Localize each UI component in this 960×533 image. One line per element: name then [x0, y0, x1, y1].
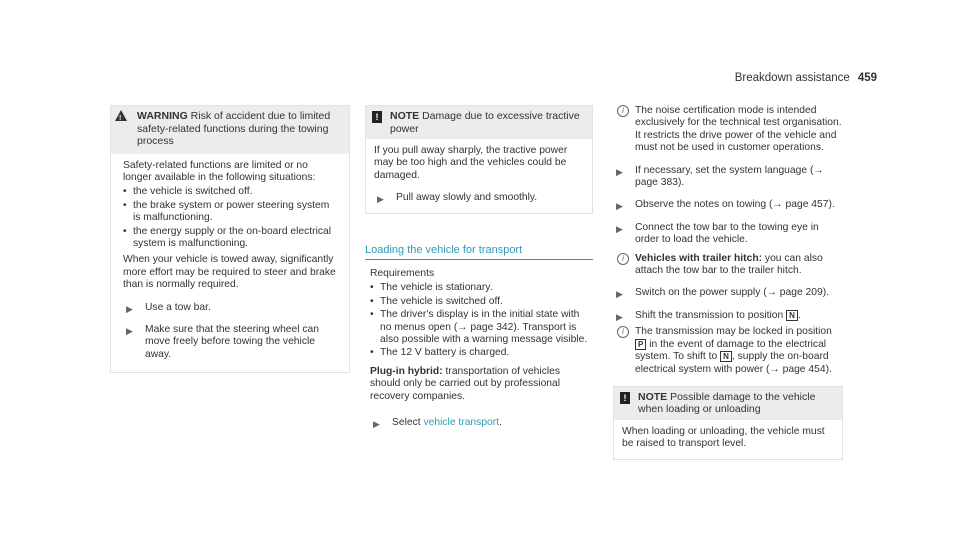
column-3: [613, 105, 843, 460]
list-item: • the vehicle is switched off.: [123, 186, 339, 198]
step-text: Connect the tow bar to the towing eye in order to load the vehicle.: [635, 221, 819, 246]
hybrid-label: Plug-in hybrid:: [370, 365, 443, 377]
page-header: [735, 72, 877, 84]
note-box: [365, 105, 593, 214]
step-text: Use a tow bar.: [145, 301, 211, 313]
note-exclamation-icon: !: [620, 392, 630, 404]
info-text: The noise certification mode is intended exclusively for the technical test organisation. It restricts the drive power of the vehicle and must not be used in customer operations.: [635, 105, 842, 154]
step-text: Switch on the power supply (→ page 209).: [635, 287, 830, 299]
info-label: Vehicles with trailer hitch:: [635, 252, 763, 264]
step-text: If necessary, set the system language (→ page 383).: [635, 164, 824, 189]
step: [370, 417, 593, 429]
warning-text: Risk of accident due to limited safety-related functions during the towing process: [137, 110, 331, 147]
step: [374, 192, 584, 204]
info-note: [613, 105, 843, 155]
section-heading: Loading the vehicle for transport: [365, 244, 593, 260]
warning-header: [111, 106, 349, 154]
note-box: [613, 386, 843, 460]
column-2: [365, 105, 593, 430]
info-text: in the event of damage to the electrical system. To shift to: [635, 338, 827, 363]
info-text: The transmission may be locked in position: [635, 326, 832, 338]
step: [123, 302, 339, 314]
requirements-label: Requirements: [370, 268, 435, 280]
note-text: Possible damage to the vehicle when loading or unloading: [638, 390, 816, 416]
gear-n-key: N: [786, 310, 798, 321]
note-body: If you pull away sharply, the tractive power may be too high and the vehicles could be damaged.: [374, 145, 568, 181]
info-text: , supply the on-board electrical system with power (→ page 454).: [635, 351, 832, 375]
step: [613, 310, 843, 322]
warning-label: WARNING: [137, 110, 188, 122]
step-arrow-icon: ▶: [616, 201, 623, 212]
step-arrow-icon: ▶: [616, 311, 623, 322]
info-note: [613, 253, 843, 278]
info-icon: i: [617, 105, 629, 117]
requirements-list: [370, 282, 593, 359]
step-text: Observe the notes on towing (→ page 457).: [635, 199, 835, 211]
list-item: • The vehicle is stationary.: [370, 282, 593, 294]
step: [613, 287, 843, 299]
note-header: [366, 106, 592, 139]
note-text: Damage due to excessive tractive power: [390, 110, 580, 135]
step: [613, 165, 843, 190]
step-arrow-icon: ▶: [616, 223, 623, 234]
list-item: • The driver's display is in the initial state with no menus open (→ page 342). Transport is also possible with a warning message visible.: [370, 309, 593, 346]
info-icon: i: [617, 253, 629, 265]
step-text: Pull away slowly and smoothly.: [396, 192, 538, 204]
note-label: NOTE: [638, 390, 668, 403]
warning-box: [110, 105, 350, 373]
page-number: 459: [857, 72, 877, 84]
list-item: • the energy supply or the on-board electrical system is malfunctioning.: [123, 226, 339, 251]
step-arrow-icon: ▶: [373, 419, 380, 430]
note-header: [614, 387, 842, 420]
hybrid-note: [370, 366, 593, 403]
punctuation: .: [499, 417, 502, 429]
hybrid-text: transportation of vehicles should only be carried out by professional recovery companies.: [370, 365, 561, 402]
info-icon: i: [617, 326, 629, 338]
step: [123, 324, 339, 361]
info-note: [613, 326, 843, 376]
warning-exclamation-icon: !: [119, 115, 122, 122]
gear-p-key: P: [635, 339, 646, 350]
note-body: When loading or unloading, the vehicle must be raised to transport level.: [622, 425, 825, 450]
step: [613, 222, 843, 247]
section-title: Breakdown assistance: [734, 72, 850, 84]
list-item: • The vehicle is switched off.: [370, 296, 593, 308]
step-text: Select: [392, 417, 421, 429]
warning-paragraph: When your vehicle is towed away, significantly more effort may be required to steer and brake than is normally required.: [123, 254, 336, 291]
warning-intro: Safety-related functions are limited or no longer available in the following situations:: [123, 159, 316, 183]
step-arrow-icon: ▶: [126, 325, 133, 336]
warning-bullets: [123, 186, 339, 250]
step-arrow-icon: ▶: [616, 166, 623, 177]
list-item: • the brake system or power steering system is malfunctioning.: [123, 200, 339, 225]
step-text: Shift the transmission to position: [635, 309, 784, 321]
punctuation: .: [797, 309, 801, 321]
list-item: • The 12 V battery is charged.: [370, 347, 593, 359]
step-arrow-icon: ▶: [616, 289, 623, 300]
step-arrow-icon: ▶: [377, 194, 384, 205]
note-exclamation-icon: !: [372, 111, 382, 123]
vehicle-transport-link[interactable]: vehicle transport: [423, 417, 500, 429]
gear-n-key: N: [720, 351, 732, 362]
info-text: you can also attach the tow bar to the trailer hitch.: [635, 252, 823, 277]
step-text: Make sure that the steering wheel can move freely before towing the vehicle away.: [145, 323, 320, 360]
note-label: NOTE: [390, 110, 420, 122]
step-arrow-icon: ▶: [126, 303, 133, 314]
step: [613, 199, 843, 211]
